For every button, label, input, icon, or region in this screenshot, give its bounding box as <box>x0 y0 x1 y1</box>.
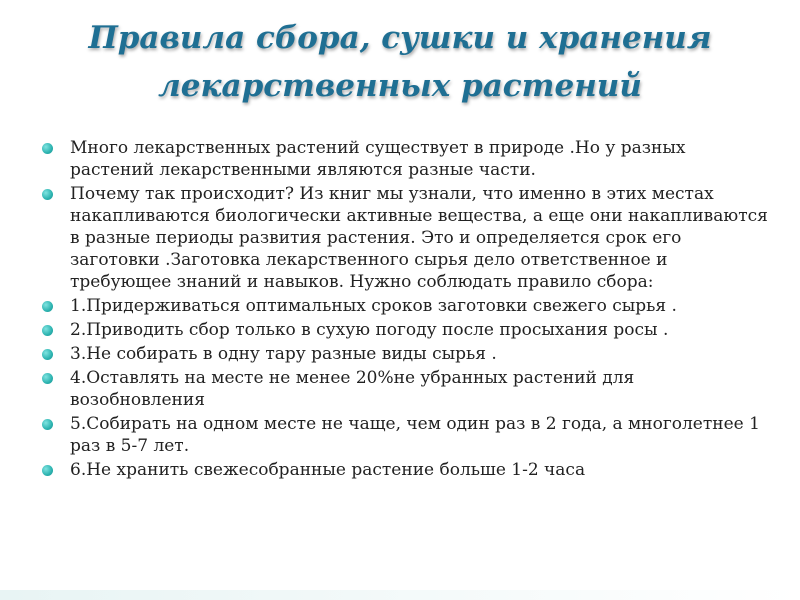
bullet-list <box>40 137 770 483</box>
bullet-text: 5.Собирать на одном месте не чаще, чем один раз в 2 года, а многолетнее 1 раз в 5-7 лет. <box>70 414 760 456</box>
title-line-2: лекарственных растений <box>158 68 642 104</box>
list-item <box>40 367 770 411</box>
bullet-dot-icon <box>42 325 53 336</box>
bullet-dot-icon <box>42 373 53 384</box>
bullet-dot-icon <box>42 349 53 360</box>
bullet-dot-icon <box>42 143 53 154</box>
bullet-text: Почему так происходит? Из книг мы узнали, что именно в этих местах накапливаются биологически активные вещества, а еще они накапливаются в разные периоды развития растения. Это и определяется срок его заготовки .Заготовка лекарственного сырья дело ответственное и требующее знаний и навыков. Нужно соблюдать правило сбора: <box>70 184 768 292</box>
list-item <box>40 343 770 365</box>
list-item <box>40 137 770 181</box>
bullet-dot-icon <box>42 301 53 312</box>
list-item <box>40 295 770 317</box>
bullet-text: 6.Не хранить свежесобранные растение больше 1-2 часа <box>70 460 586 480</box>
bullet-text: Много лекарственных растений существует в природе .Но у разных растений лекарственными являются разные части. <box>70 138 686 180</box>
list-item <box>40 413 770 457</box>
title-line-1: Правила сбора, сушки и хранения <box>88 20 712 56</box>
list-item <box>40 459 770 481</box>
bullet-text: 1.Придерживаться оптимальных сроков заготовки свежего сырья . <box>70 296 677 316</box>
slide-title <box>40 14 760 110</box>
bullet-dot-icon <box>42 189 53 200</box>
bullet-text: 3.Не собирать в одну тару разные виды сырья . <box>70 344 497 364</box>
list-item <box>40 183 770 293</box>
list-item <box>40 319 770 341</box>
bullet-dot-icon <box>42 465 53 476</box>
bullet-text: 2.Приводить сбор только в сухую погоду после просыхания росы . <box>70 320 669 340</box>
bullet-dot-icon <box>42 419 53 430</box>
bullet-text: 4.Оставлять на месте не менее 20%не убранных растений для возобновления <box>70 368 635 410</box>
